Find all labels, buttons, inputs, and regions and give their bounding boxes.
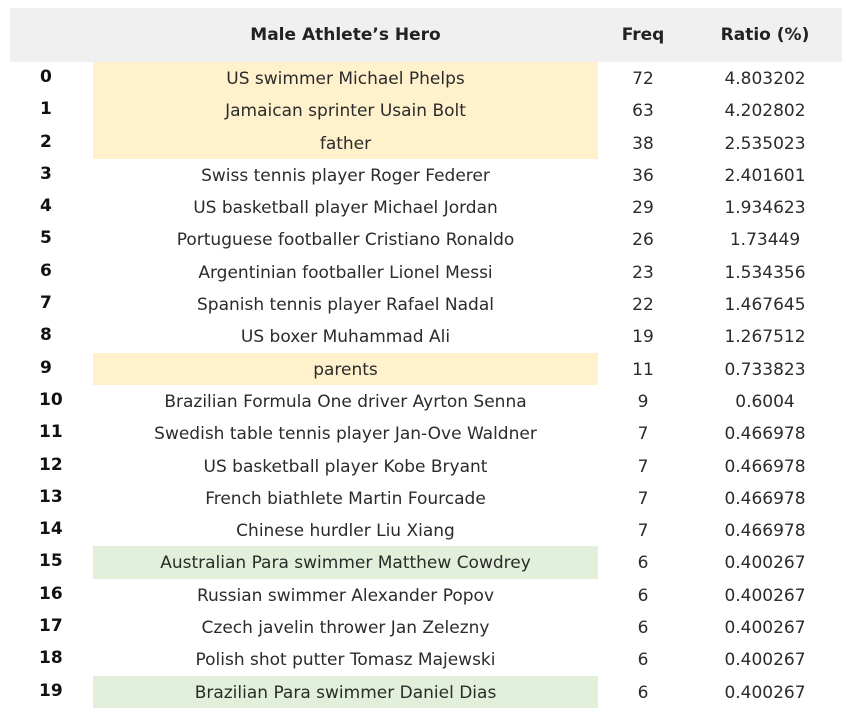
- row-ratio: 1.934623: [724, 198, 806, 219]
- row-ratio: 0.466978: [724, 424, 806, 445]
- row-freq: 6: [637, 585, 649, 606]
- row-freq: 19: [632, 327, 654, 348]
- table-row: [10, 320, 842, 352]
- row-index: 17: [39, 616, 63, 637]
- row-freq: 72: [632, 69, 654, 89]
- row-hero: Brazilian Formula One driver Ayrton Senna: [164, 391, 527, 412]
- table-body: [10, 62, 842, 708]
- row-ratio: 0.6004: [735, 391, 795, 412]
- table-row: [10, 482, 842, 514]
- table-row: [10, 611, 842, 643]
- table-row: [10, 417, 842, 449]
- row-index: 19: [39, 680, 63, 701]
- row-freq: 9: [637, 391, 649, 412]
- table-row: [10, 159, 842, 191]
- row-freq: 7: [637, 424, 649, 445]
- table-row: [10, 676, 842, 708]
- row-freq: 11: [632, 359, 654, 380]
- row-ratio: 2.401601: [724, 165, 806, 186]
- table-row: [10, 643, 842, 675]
- row-index: 10: [39, 389, 63, 410]
- row-ratio: 4.202802: [724, 101, 806, 122]
- row-ratio: 0.400267: [724, 650, 806, 671]
- row-freq: 7: [637, 456, 649, 477]
- row-ratio: 4.803202: [724, 69, 806, 89]
- header-freq: Freq: [621, 25, 665, 45]
- row-ratio: 0.400267: [724, 585, 806, 606]
- row-hero: French biathlete Martin Fourcade: [205, 488, 486, 509]
- table-row: [10, 514, 842, 546]
- row-index: 13: [39, 486, 63, 507]
- row-index: 9: [40, 357, 52, 378]
- row-ratio: 1.267512: [724, 327, 806, 348]
- row-index: 1: [40, 99, 52, 120]
- row-index: 16: [39, 583, 63, 604]
- row-hero: Swiss tennis player Roger Federer: [201, 165, 490, 186]
- table-row: [10, 385, 842, 417]
- table-row: [10, 353, 842, 385]
- row-hero: Russian swimmer Alexander Popov: [196, 585, 495, 606]
- table-row: [10, 62, 842, 94]
- table-row: [10, 450, 842, 482]
- row-index: 8: [40, 325, 52, 346]
- row-freq: 23: [632, 262, 654, 283]
- row-index: 2: [40, 131, 52, 152]
- row-freq: 7: [637, 488, 649, 509]
- row-freq: 6: [637, 618, 649, 639]
- row-index: 6: [40, 260, 52, 281]
- row-freq: 26: [632, 230, 654, 251]
- row-hero: Swedish table tennis player Jan-Ove Waldner: [154, 424, 537, 445]
- row-freq: 7: [637, 521, 649, 542]
- row-hero: Brazilian Para swimmer Daniel Dias: [194, 682, 497, 703]
- header-hero: Male Athlete’s Hero: [250, 25, 441, 45]
- row-ratio: 0.400267: [724, 618, 806, 639]
- row-hero: Portuguese footballer Cristiano Ronaldo: [176, 230, 515, 251]
- row-hero: Chinese hurdler Liu Xiang: [236, 521, 455, 542]
- row-hero: Argentinian footballer Lionel Messi: [198, 262, 493, 283]
- header-ratio: Ratio (%): [720, 25, 810, 45]
- row-ratio: 0.466978: [724, 456, 806, 477]
- row-index: 12: [39, 454, 63, 475]
- row-index: 14: [39, 519, 63, 540]
- row-index: 3: [40, 163, 52, 184]
- row-ratio: 0.400267: [724, 553, 806, 574]
- row-index: 15: [39, 551, 63, 572]
- row-index: 7: [40, 293, 52, 314]
- row-ratio: 1.73449: [729, 230, 801, 251]
- row-hero: Jamaican sprinter Usain Bolt: [225, 101, 466, 122]
- table-row: [10, 94, 842, 126]
- header-index: [10, 8, 93, 62]
- row-freq: 63: [632, 101, 654, 122]
- row-index: 0: [40, 67, 52, 87]
- row-ratio: 1.467645: [724, 295, 806, 316]
- row-freq: 38: [632, 133, 654, 154]
- row-ratio: 0.733823: [724, 359, 806, 380]
- row-index: 4: [40, 196, 52, 217]
- row-hero: US basketball player Michael Jordan: [193, 198, 498, 219]
- row-freq: 6: [637, 553, 649, 574]
- row-ratio: 1.534356: [724, 262, 806, 283]
- table-row: [10, 127, 842, 159]
- row-ratio: 0.466978: [724, 488, 806, 509]
- row-hero: parents: [313, 359, 378, 380]
- row-ratio: 0.400267: [724, 682, 806, 703]
- table-row: [10, 223, 842, 255]
- table-row: [10, 256, 842, 288]
- row-hero: Czech javelin thrower Jan Zelezny: [201, 618, 490, 639]
- row-freq: 29: [632, 198, 654, 219]
- row-index: 5: [40, 228, 52, 249]
- row-index: 11: [39, 422, 63, 443]
- row-hero: US boxer Muhammad Ali: [240, 327, 451, 348]
- row-hero: Australian Para swimmer Matthew Cowdrey: [160, 553, 531, 574]
- row-hero: Spanish tennis player Rafael Nadal: [197, 295, 494, 316]
- table-row: [10, 288, 842, 320]
- row-hero: US basketball player Kobe Bryant: [203, 456, 488, 477]
- row-index: 18: [39, 648, 63, 669]
- row-freq: 6: [637, 650, 649, 671]
- row-freq: 22: [632, 295, 654, 316]
- row-ratio: 2.535023: [724, 133, 806, 154]
- row-freq: 36: [632, 165, 654, 186]
- row-ratio: 0.466978: [724, 521, 806, 542]
- row-hero: father: [319, 133, 372, 154]
- row-freq: 6: [637, 682, 649, 703]
- row-hero: US swimmer Michael Phelps: [226, 69, 465, 89]
- table-row: [10, 546, 842, 578]
- row-hero: Polish shot putter Tomasz Majewski: [195, 650, 496, 671]
- table-header: [10, 8, 842, 62]
- hero-frequency-table: [10, 8, 842, 708]
- table-row: [10, 579, 842, 611]
- table-row: [10, 191, 842, 223]
